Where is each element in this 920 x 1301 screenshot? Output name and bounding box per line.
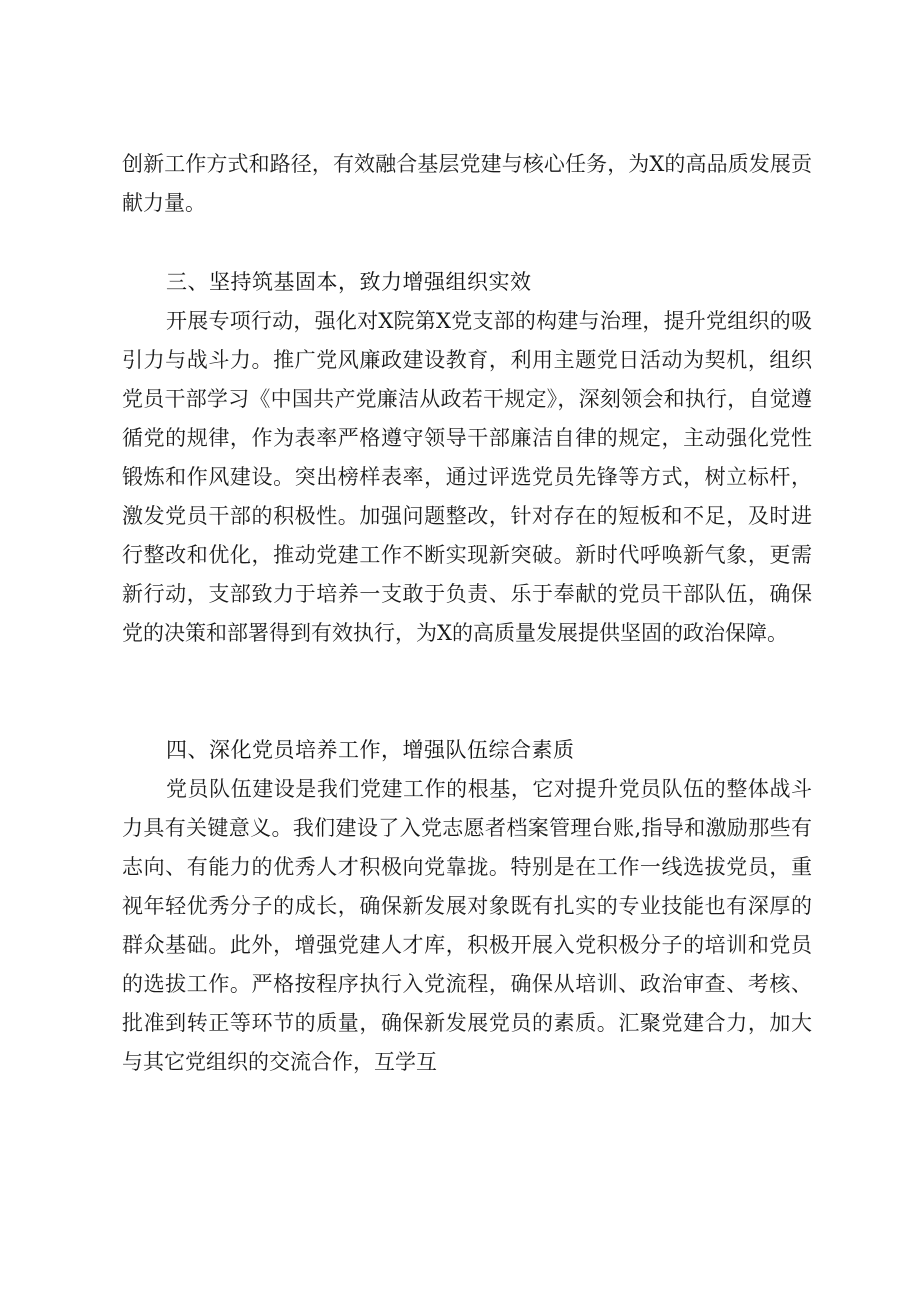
section-4-paragraph: 党员队伍建设是我们党建工作的根基，它对提升党员队伍的整体战斗力具有关键意义。我们建设了入党志愿者档案管理台账,指导和激励那些有志向、有能力的优秀人才积极向党靠拢。特别是在工作一线选拔党员，重视年轻优秀分子的成长，确保新发展对象既有扎实的专业技能也有深厚的群众基础。此外，增强党建人才库，积极开展入党积极分子的培训和党员的选拔工作。严格按程序执行入党流程，确保从培训、政治审查、考核、批准到转正等环节的质量，确保新发展党员的素质。汇聚党建合力，加大与其它党组织的交流合作，互学互 <box>122 777 812 1074</box>
section-4-heading: 四、深化党员培养工作，增强队伍综合素质 <box>166 738 575 762</box>
continuation-paragraph: 创新工作方式和路径，有效融合基层党建与核心任务，为X的高品质发展贡献力量。 <box>122 152 812 215</box>
section-3-heading: 三、坚持筑基固本，致力增强组织实效 <box>166 270 532 294</box>
section-3-paragraph: 开展专项行动，强化对X院第X党支部的构建与治理，提升党组织的吸引力与战斗力。推广党风廉政建设教育，利用主题党日活动为契机，组织党员干部学习《中国共产党廉洁从政若干规定》，深刻领会和执行，自觉遵循党的规律，作为表率严格遵守领导干部廉洁自律的规定，主动强化党性锻炼和作风建设。突出榜样表率，通过评选党员先锋等方式，树立标杆，激发党员干部的积极性。加强问题整改，针对存在的短板和不足，及时进行整改和优化，推动党建工作不断实现新突破。新时代呼唤新气象，更需新行动，支部致力于培养一支敢于负责、乐于奉献的党员干部队伍，确保党的决策和部署得到有效执行，为X的高质量发展提供坚固的政治保障。 <box>122 309 812 645</box>
